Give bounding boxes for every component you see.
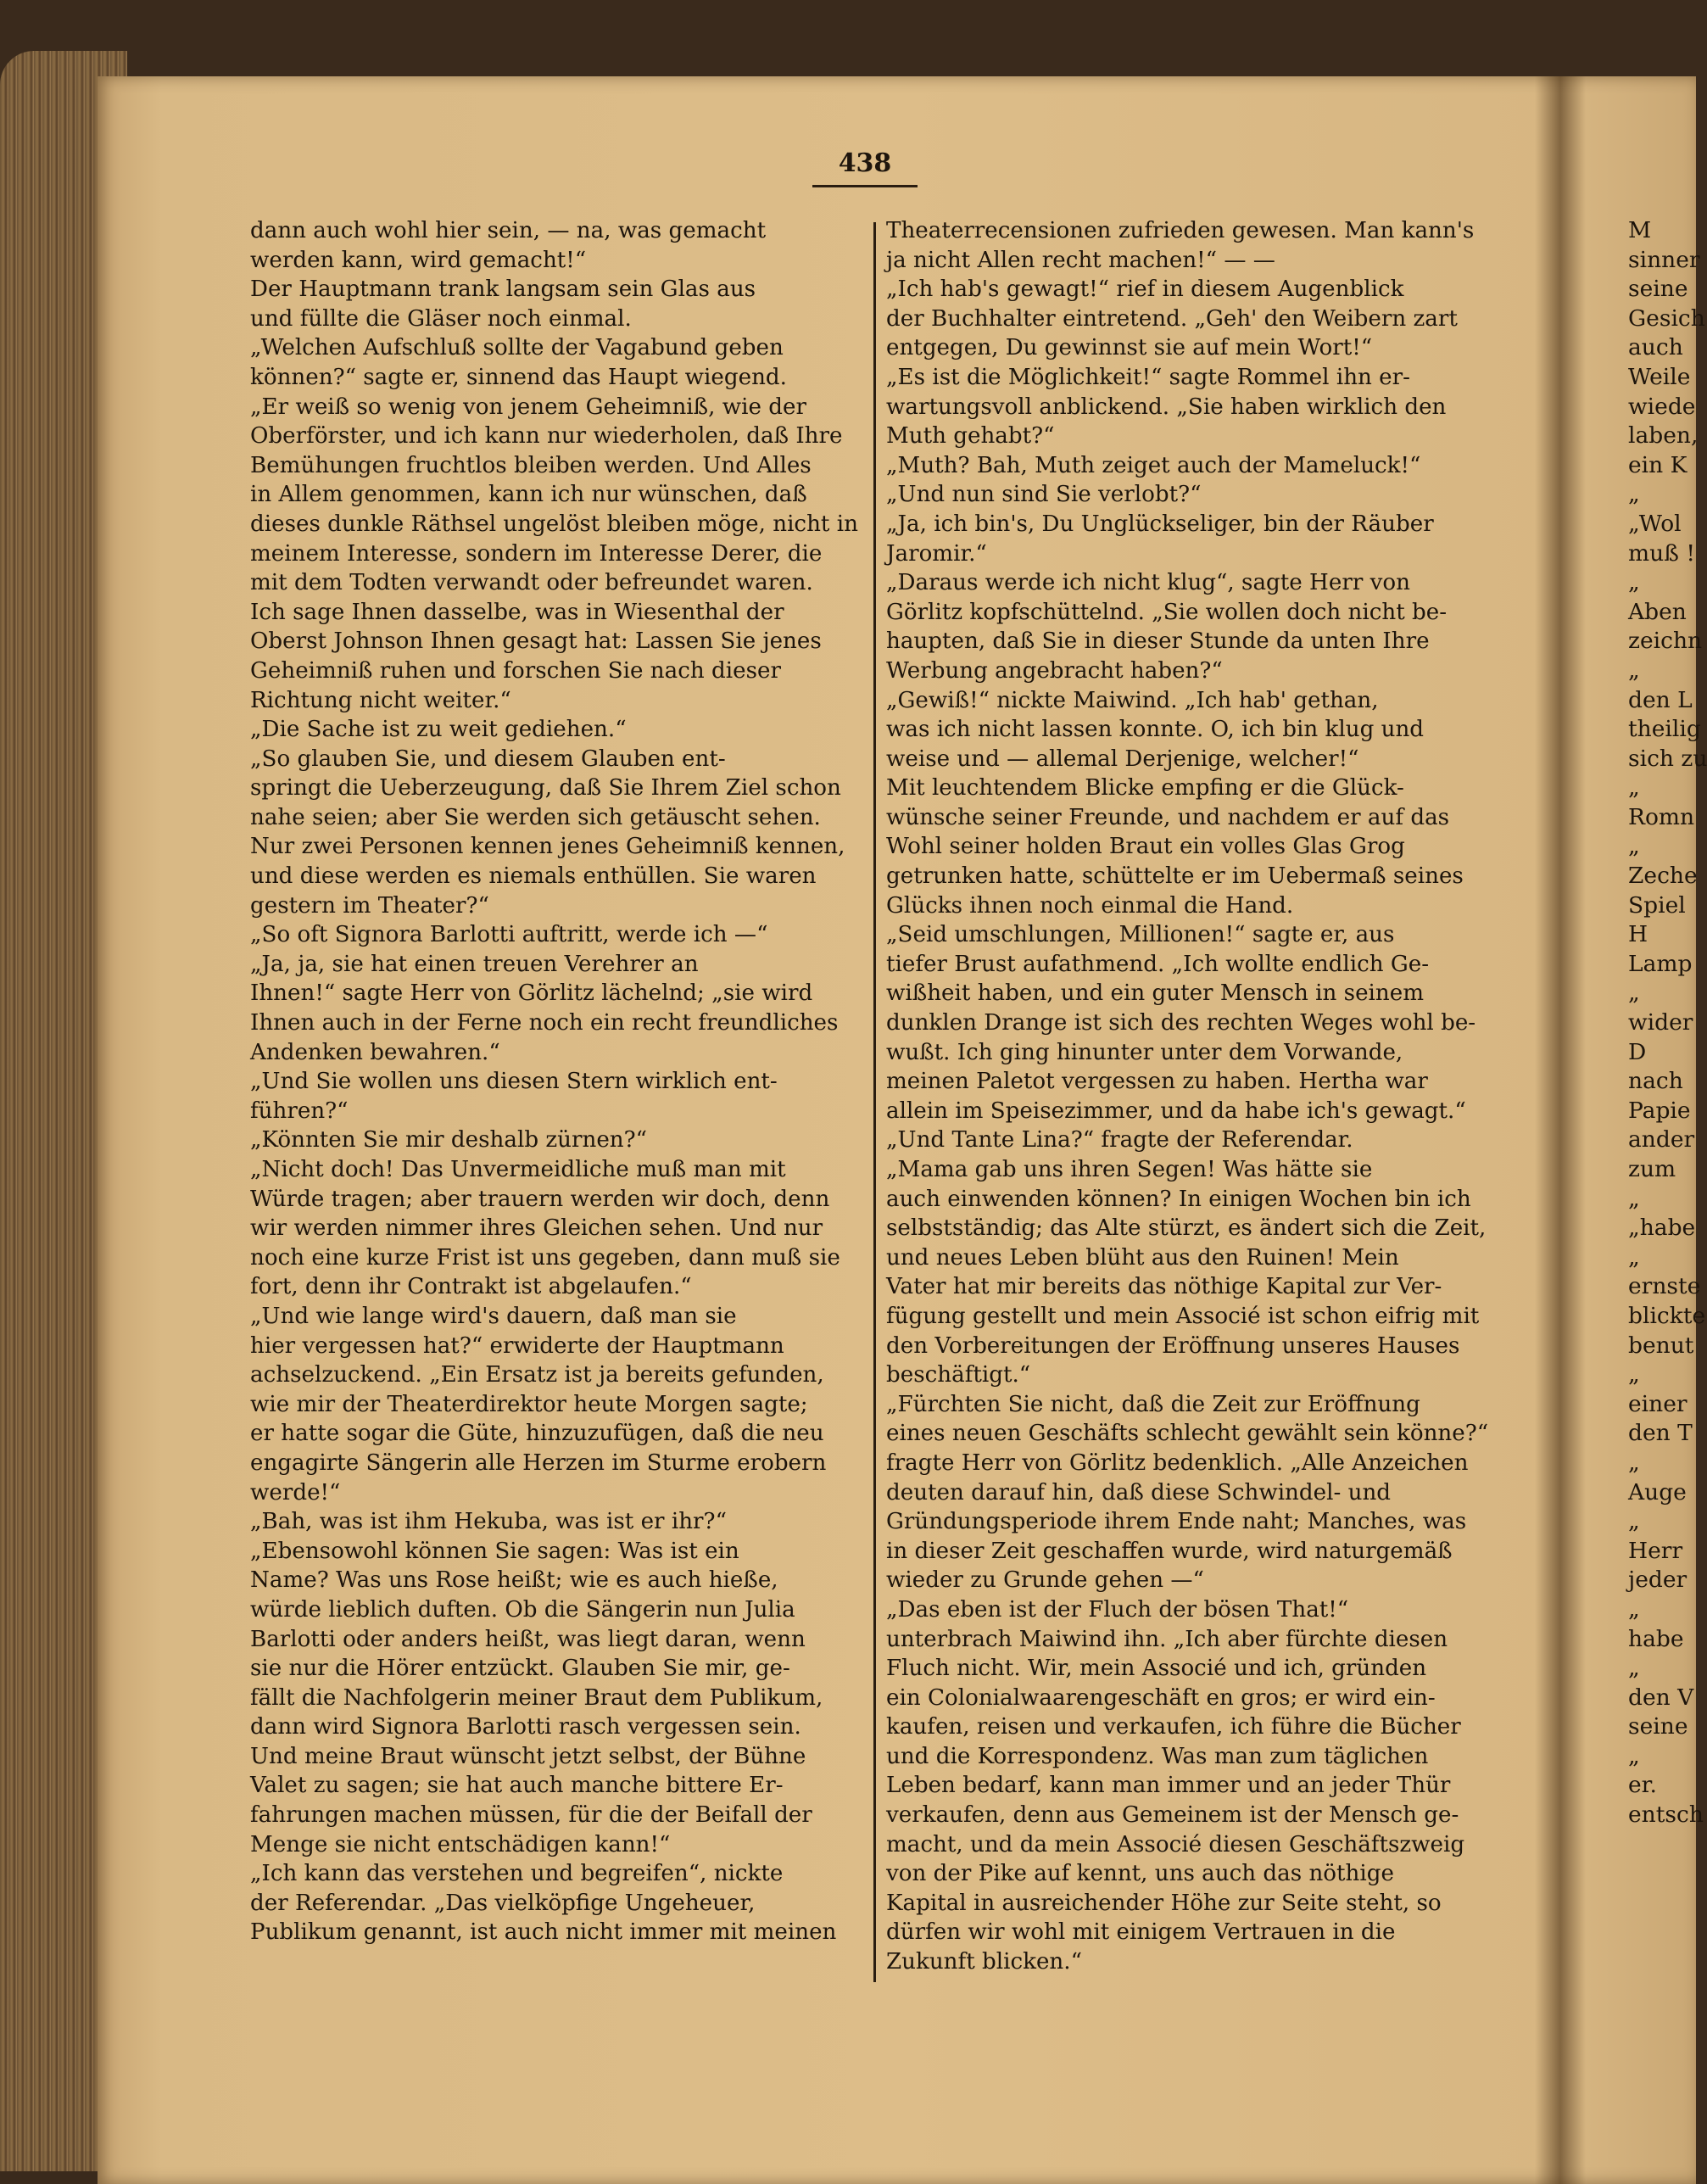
text-line: „Und Sie wollen uns diesen Stern wirklich ent- xyxy=(250,1068,778,1095)
text-line: Lamp xyxy=(1628,950,1693,977)
text-line: „So oft Signora Barlotti auftritt, werde ich —“ xyxy=(250,921,768,948)
text-line: dunklen Drange ist sich des rechten Weges wohl be- xyxy=(886,1009,1476,1036)
text-line: sinner xyxy=(1628,246,1700,273)
text-line: theilig xyxy=(1628,716,1701,743)
text-line: Wohl seiner holden Braut ein volles Glas Grog xyxy=(886,833,1405,860)
text-line: blickte xyxy=(1628,1302,1706,1329)
text-line: und diese werden es niemals enthüllen. Sie waren xyxy=(250,863,817,890)
text-line: „ xyxy=(1628,1742,1640,1769)
text-line: Papie xyxy=(1628,1097,1691,1124)
text-line: „Und Tante Lina?“ fragte der Referendar. xyxy=(886,1126,1353,1153)
text-line: „Bah, was ist ihm Hekuba, was ist er ihr?“ xyxy=(250,1508,727,1535)
text-line: macht, und da mein Associé diesen Geschäftszweig xyxy=(886,1830,1465,1857)
text-line: wir werden nimmer ihres Gleichen sehen. Und nur xyxy=(250,1215,823,1242)
text-line: Jaromir.“ xyxy=(886,539,987,567)
text-line: Ich sage Ihnen dasselbe, was in Wiesenthal der xyxy=(250,598,784,625)
text-line: „Nicht doch! Das Unvermeidliche muß man mit xyxy=(250,1156,786,1182)
text-line: „Ich hab's gewagt!“ rief in diesem Augenblick xyxy=(886,276,1404,303)
text-line: Vater hat mir bereits das nöthige Kapital zur Ver- xyxy=(886,1273,1442,1300)
page-number: 438 xyxy=(838,148,892,178)
text-line: „Er weiß so wenig von jenem Geheimniß, wie der xyxy=(250,393,806,420)
text-line: Andenken bewahren.“ xyxy=(250,1038,500,1065)
text-line: selbstständig; das Alte stürzt, es ändert sich die Zeit, xyxy=(886,1215,1487,1242)
text-line: „ xyxy=(1628,1449,1640,1476)
text-line: entgegen, Du gewinnst sie auf mein Wort!“ xyxy=(886,334,1373,361)
text-line: Aben xyxy=(1628,598,1687,625)
text-line: fort, denn ihr Contrakt ist abgelaufen.“ xyxy=(250,1273,692,1300)
text-line: „ xyxy=(1628,833,1640,860)
text-line: M xyxy=(1628,217,1652,243)
text-line: Oberförster, und ich kann nur wiederholen, daß Ihre xyxy=(250,422,843,450)
text-line: auch einwenden können? In einigen Wochen bin ich xyxy=(886,1185,1471,1212)
text-line: „habe xyxy=(1628,1215,1696,1242)
text-line: H xyxy=(1628,921,1648,948)
text-line: Zukunft blicken.“ xyxy=(886,1948,1082,1975)
text-line: „So glauben Sie, und diesem Glauben ent- xyxy=(250,745,726,772)
text-line: meinen Paletot vergessen zu haben. Hertha war xyxy=(886,1068,1428,1095)
text-line: Weile xyxy=(1628,363,1691,390)
text-line: er. xyxy=(1628,1772,1657,1799)
text-line: auch xyxy=(1628,334,1683,361)
text-line: „ xyxy=(1628,1185,1640,1212)
text-line: meinem Interesse, sondern im Interesse Derer, die xyxy=(250,539,823,567)
text-line: Gründungsperiode ihrem Ende naht; Manches, was xyxy=(886,1508,1467,1535)
text-line: seine xyxy=(1628,276,1688,303)
text-line: Valet zu sagen; sie hat auch manche bittere Er- xyxy=(250,1772,784,1799)
text-line: fragte Herr von Görlitz bedenklich. „Alle Anzeichen xyxy=(886,1449,1469,1476)
text-line: Auge xyxy=(1628,1478,1687,1505)
text-line: „ xyxy=(1628,774,1640,802)
text-line: von der Pike auf kennt, uns auch das nöthige xyxy=(886,1860,1394,1887)
text-line: gestern im Theater?“ xyxy=(250,891,489,919)
text-line: ein Colonialwaarengeschäft en gros; er wird ein- xyxy=(886,1684,1436,1711)
text-line: würde lieblich duften. Ob die Sängerin nun Julia xyxy=(250,1595,795,1623)
text-line: in Allem genommen, kann ich nur wünschen, daß xyxy=(250,481,807,508)
text-line: deuten darauf hin, daß diese Schwindel- und xyxy=(886,1478,1392,1505)
text-line: sie nur die Hörer entzückt. Glauben Sie mir, ge- xyxy=(250,1655,790,1682)
text-line: kaufen, reisen und verkaufen, ich führe die Bücher xyxy=(886,1713,1461,1740)
text-line: wußt. Ich ging hinunter unter dem Vorwande, xyxy=(886,1038,1403,1065)
text-line: Herr xyxy=(1628,1537,1683,1564)
text-line: den Vorbereitungen der Eröffnung unseres Hauses xyxy=(886,1332,1460,1359)
left-text-column xyxy=(250,216,882,1947)
text-line: „ xyxy=(1628,980,1640,1007)
text-line: wider xyxy=(1628,1009,1693,1036)
text-line: hier vergessen hat?“ erwiderte der Hauptmann xyxy=(250,1332,784,1359)
text-line: „ xyxy=(1628,569,1640,596)
text-line: werde!“ xyxy=(250,1478,341,1505)
text-line: Menge sie nicht entschädigen kann!“ xyxy=(250,1830,671,1857)
text-line: „Die Sache ist zu weit gediehen.“ xyxy=(250,716,627,743)
text-line: Name? Was uns Rose heißt; wie es auch hieße, xyxy=(250,1567,778,1594)
text-line: „ xyxy=(1628,1243,1640,1271)
text-line: „Gewiß!“ nickte Maiwind. „Ich hab' gethan, xyxy=(886,686,1379,713)
text-line: „Das eben ist der Fluch der bösen That!“ xyxy=(886,1595,1349,1623)
text-line: den V xyxy=(1628,1684,1694,1711)
text-line: achselzuckend. „Ein Ersatz ist ja bereits gefunden, xyxy=(250,1361,824,1388)
text-line: D xyxy=(1628,1038,1647,1065)
text-line: der Referendar. „Das vielköpfige Ungeheuer, xyxy=(250,1889,756,1916)
text-line: springt die Ueberzeugung, daß Sie Ihrem Ziel schon xyxy=(250,774,841,802)
text-line: führen?“ xyxy=(250,1097,349,1124)
text-line: „Daraus werde ich nicht klug“, sagte Herr von xyxy=(886,569,1410,596)
text-line: Spiel xyxy=(1628,891,1686,919)
text-line: den T xyxy=(1628,1420,1693,1447)
text-line: „Ich kann das verstehen und begreifen“, nickte xyxy=(250,1860,784,1887)
text-line: in dieser Zeit geschaffen wurde, wird naturgemäß xyxy=(886,1537,1453,1564)
text-line: Der Hauptmann trank langsam sein Glas aus xyxy=(250,276,756,303)
text-line: der Buchhalter eintretend. „Geh' den Weibern zart xyxy=(886,304,1458,332)
text-line: verkaufen, denn aus Gemeinem ist der Mensch ge- xyxy=(886,1801,1459,1829)
text-line: Leben bedarf, kann man immer und an jeder Thür xyxy=(886,1772,1451,1799)
text-line: Ihnen!“ sagte Herr von Görlitz lächelnd; „sie wird xyxy=(250,980,813,1007)
text-line: wieder zu Grunde gehen —“ xyxy=(886,1567,1204,1594)
text-line: fällt die Nachfolgerin meiner Braut dem Publikum, xyxy=(250,1684,823,1711)
text-line: getrunken hatte, schüttelte er im Uebermaß seines xyxy=(886,863,1464,890)
text-line: den L xyxy=(1628,686,1693,713)
text-line: „Seid umschlungen, Millionen!“ sagte er, aus xyxy=(886,921,1395,948)
text-line: „Mama gab uns ihren Segen! Was hätte sie xyxy=(886,1156,1373,1182)
text-line: können?“ sagte er, sinnend das Haupt wiegend. xyxy=(250,363,787,390)
text-line: jeder xyxy=(1628,1567,1687,1594)
right-text-column xyxy=(886,216,1518,1977)
text-line: „Wol xyxy=(1628,510,1682,537)
text-line: ander xyxy=(1628,1126,1695,1153)
text-line: Theaterrecensionen zufrieden gewesen. Man kann's xyxy=(886,217,1475,243)
text-line: allein im Speisezimmer, und da habe ich's gewagt.“ xyxy=(886,1097,1466,1124)
text-line: Muth gehabt?“ xyxy=(886,422,1055,450)
text-line: „ xyxy=(1628,1655,1640,1682)
text-line: und neues Leben blüht aus den Ruinen! Mein xyxy=(886,1243,1399,1271)
text-line: beschäftigt.“ xyxy=(886,1361,1031,1388)
text-line: ernste xyxy=(1628,1273,1701,1300)
text-line: und die Korrespondenz. Was man zum täglichen xyxy=(886,1742,1429,1769)
text-line: Würde tragen; aber trauern werden wir doch, denn xyxy=(250,1185,830,1212)
text-line: dürfen wir wohl mit einigem Vertrauen in die xyxy=(886,1919,1396,1946)
text-line: engagirte Sängerin alle Herzen im Sturme erobern xyxy=(250,1449,827,1476)
text-line: nahe seien; aber Sie werden sich getäuscht sehen. xyxy=(250,803,821,830)
text-line: was ich nicht lassen konnte. O, ich bin klug und xyxy=(886,716,1425,743)
text-line: laben, xyxy=(1628,422,1699,450)
text-line: eines neuen Geschäfts schlecht gewählt sein könne?“ xyxy=(886,1420,1489,1447)
text-line: Bemühungen fruchtlos bleiben werden. Und Alles xyxy=(250,451,812,478)
text-line: Richtung nicht weiter.“ xyxy=(250,686,511,713)
text-line: Gesich xyxy=(1628,304,1705,332)
text-line: wünsche seiner Freunde, und nachdem er auf das xyxy=(886,803,1450,830)
text-line: „Es ist die Möglichkeit!“ sagte Rommel ihn er- xyxy=(886,363,1410,390)
text-line: zum xyxy=(1628,1156,1676,1182)
text-line: „Ja, ich bin's, Du Unglückseliger, bin der Räuber xyxy=(886,510,1434,537)
text-line: dann wird Signora Barlotti rasch vergessen sein. xyxy=(250,1713,801,1740)
text-line: seine xyxy=(1628,1713,1688,1740)
text-line: Glücks ihnen noch einmal die Hand. xyxy=(886,891,1294,919)
text-line: „ xyxy=(1628,1361,1640,1388)
text-line: einer xyxy=(1628,1390,1687,1417)
text-line: „ xyxy=(1628,481,1640,508)
text-line: „Ja, ja, sie hat einen treuen Verehrer an xyxy=(250,950,699,977)
text-line: ein K xyxy=(1628,451,1687,478)
text-line: „ xyxy=(1628,656,1640,684)
text-line: Und meine Braut wünscht jetzt selbst, der Bühne xyxy=(250,1742,806,1769)
text-line: Zeche xyxy=(1628,863,1698,890)
text-line: werden kann, wird gemacht!“ xyxy=(250,246,587,273)
text-line: noch eine kurze Frist ist uns gegeben, dann muß sie xyxy=(250,1243,840,1271)
text-line: zeichn xyxy=(1628,628,1703,655)
text-line: fügung gestellt und mein Associé ist schon eifrig mit xyxy=(886,1302,1480,1329)
text-line: ja nicht Allen recht machen!“ — — xyxy=(886,246,1275,273)
next-page-column-fragment xyxy=(1628,216,1707,1830)
column-divider xyxy=(873,222,876,1982)
text-line: Werbung angebracht haben?“ xyxy=(886,656,1223,684)
text-line: nach xyxy=(1628,1068,1683,1095)
page-number-rule xyxy=(812,185,918,187)
text-line: haupten, daß Sie in dieser Stunde da unten Ihre xyxy=(886,628,1430,655)
text-line: tiefer Brust aufathmend. „Ich wollte endlich Ge- xyxy=(886,950,1430,977)
text-line: dann auch wohl hier sein, — na, was gemacht xyxy=(250,217,767,243)
text-line: dieses dunkle Räthsel ungelöst bleiben möge, nicht in xyxy=(250,510,858,537)
text-line: sich zu xyxy=(1628,745,1707,772)
text-line: Oberst Johnson Ihnen gesagt hat: Lassen Sie jenes xyxy=(250,628,822,655)
text-line: fahrungen machen müssen, für die der Beifall der xyxy=(250,1801,812,1829)
text-line: „Muth? Bah, Muth zeiget auch der Mameluck!“ xyxy=(886,451,1421,478)
text-line: „Welchen Aufschluß sollte der Vagabund geben xyxy=(250,334,784,361)
text-line: wie mir der Theaterdirektor heute Morgen sagte; xyxy=(250,1390,808,1417)
text-line: Görlitz kopfschüttelnd. „Sie wollen doch nicht be- xyxy=(886,598,1448,625)
text-line: mit dem Todten verwandt oder befreundet waren. xyxy=(250,569,813,596)
text-line: habe xyxy=(1628,1625,1684,1652)
text-line: Kapital in ausreichender Höhe zur Seite steht, so xyxy=(886,1889,1442,1916)
text-line: „ xyxy=(1628,1595,1640,1623)
text-line: Mit leuchtendem Blicke empfing er die Glück- xyxy=(886,774,1404,802)
text-line: weise und — allemal Derjenige, welcher!“ xyxy=(886,745,1359,772)
text-line: entsch xyxy=(1628,1801,1704,1829)
text-line: muß ! xyxy=(1628,539,1695,567)
text-line: „ xyxy=(1628,1508,1640,1535)
text-line: unterbrach Maiwind ihn. „Ich aber fürchte diesen xyxy=(886,1625,1448,1652)
text-line: Barlotti oder anders heißt, was liegt daran, wenn xyxy=(250,1625,806,1652)
text-line: „Und nun sind Sie verlobt?“ xyxy=(886,481,1202,508)
text-line: „Fürchten Sie nicht, daß die Zeit zur Eröffnung xyxy=(886,1390,1420,1417)
text-line: wißheit haben, und ein guter Mensch in seinem xyxy=(886,980,1424,1007)
text-line: Ihnen auch in der Ferne noch ein recht freundliches xyxy=(250,1009,839,1036)
text-line: „Könnten Sie mir deshalb zürnen?“ xyxy=(250,1126,648,1153)
text-line: und füllte die Gläser noch einmal. xyxy=(250,304,632,332)
text-line: Geheimniß ruhen und forschen Sie nach dieser xyxy=(250,656,781,684)
text-line: Romn xyxy=(1628,803,1695,830)
text-line: Publikum genannt, ist auch nicht immer mit meinen xyxy=(250,1919,837,1946)
text-line: Fluch nicht. Wir, mein Associé und ich, gründen xyxy=(886,1655,1427,1682)
text-line: wiede xyxy=(1628,393,1696,420)
text-line: benut xyxy=(1628,1332,1694,1359)
text-line: er hatte sogar die Güte, hinzuzufügen, daß die neu xyxy=(250,1420,824,1447)
text-line: Nur zwei Personen kennen jenes Geheimniß kennen, xyxy=(250,833,845,860)
book-gutter xyxy=(1535,76,1586,2184)
text-line: „Ebensowohl können Sie sagen: Was ist ein xyxy=(250,1537,739,1564)
text-line: „Und wie lange wird's dauern, daß man sie xyxy=(250,1302,737,1329)
text-line: wartungsvoll anblickend. „Sie haben wirklich den xyxy=(886,393,1447,420)
